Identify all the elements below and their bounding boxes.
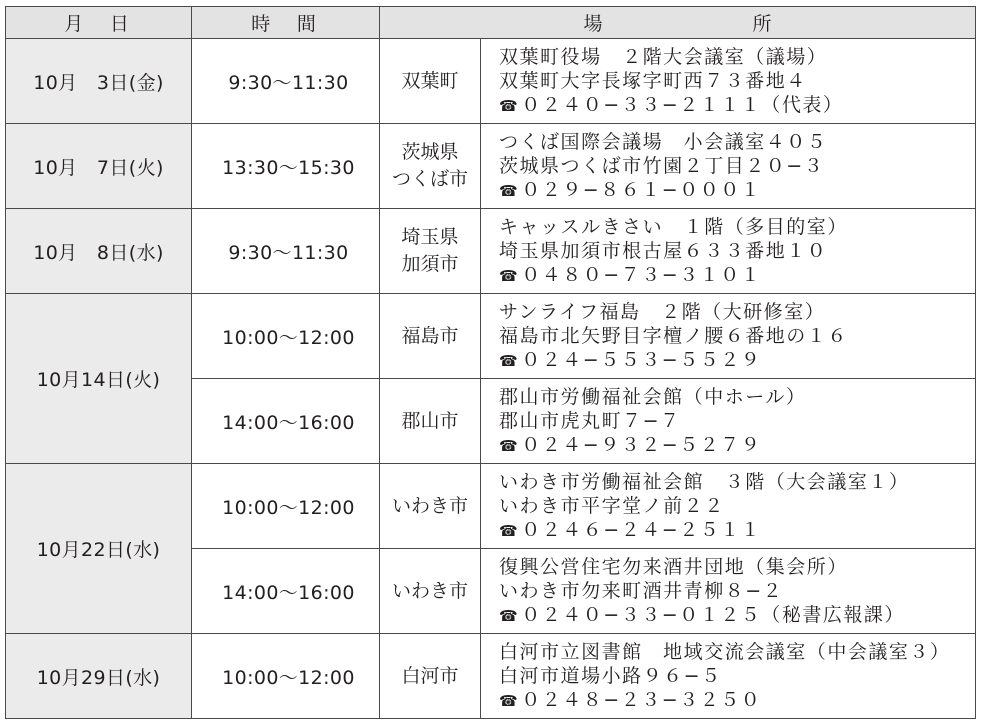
time-cell: 9:30～11:30 — [192, 209, 380, 294]
town-cell — [380, 209, 481, 294]
time-cell: 14:00～16:00 — [192, 549, 380, 634]
time-cell: 10:00～12:00 — [192, 294, 380, 379]
header-time: 時 間 — [192, 7, 380, 39]
venue-name: 白河市立図書館 地域交流会議室（中会議室３） — [499, 640, 951, 663]
town-cell — [380, 549, 481, 634]
town-cell — [380, 294, 481, 379]
town-line: 郡山市 — [401, 409, 459, 432]
town-line: いわき市 — [391, 579, 468, 602]
venue-phone: ☎ ０２４−９３２−５２７９ — [499, 433, 975, 458]
place-cell — [481, 124, 976, 209]
town-line: 福島市 — [401, 324, 459, 347]
venue-name: 郡山市労働福祉会館（中ホール） — [499, 385, 807, 408]
date-cell: 10月14日(火) — [6, 294, 192, 464]
time-cell: 14:00～16:00 — [192, 379, 380, 464]
place-cell — [481, 39, 976, 124]
venue-phone: ☎ ０２４８−２３−３２５０ — [499, 688, 975, 713]
header-date: 月 日 — [6, 7, 192, 39]
venue-address: 双葉町大字長塚字町西７３番地４ — [499, 69, 807, 92]
place-cell — [481, 294, 976, 379]
place-cell — [481, 634, 976, 719]
table-row — [6, 294, 976, 379]
town-line: つくば市 — [391, 168, 468, 190]
place-cell — [481, 464, 976, 549]
venue-address: 郡山市虎丸町７−７ — [499, 409, 681, 432]
venue-phone: ☎ ０２４−５５３−５５２９ — [499, 348, 975, 373]
time-cell: 13:30～15:30 — [192, 124, 380, 209]
venue-name: 復興公営住宅勿来酒井団地（集会所） — [499, 555, 848, 578]
date-cell: 10月 3日(金) — [6, 39, 192, 124]
venue-address: いわき市平字堂ノ前２２ — [499, 494, 725, 517]
schedule-table — [5, 6, 976, 719]
date-cell: 10月 7日(火) — [6, 124, 192, 209]
place-cell — [481, 209, 976, 294]
place-cell — [481, 549, 976, 634]
table-row — [6, 209, 976, 294]
time-cell: 10:00～12:00 — [192, 634, 380, 719]
date-cell: 10月 8日(水) — [6, 209, 192, 294]
town-line: 加須市 — [401, 253, 459, 275]
venue-phone: ☎ ０２４６−２４−２５１１ — [499, 518, 975, 543]
venue-phone: ☎ ０２９−８６１−０００１ — [499, 178, 975, 203]
venue-name: サンライフ福島 ２階（大研修室） — [499, 300, 826, 323]
date-cell: 10月29日(水) — [6, 634, 192, 719]
date-cell: 10月22日(水) — [6, 464, 192, 634]
table-row — [6, 124, 976, 209]
town-line: いわき市 — [391, 494, 468, 517]
venue-phone: ☎ ０２４０−３３−２１１１（代表） — [499, 93, 975, 118]
town-cell — [380, 379, 481, 464]
venue-name: キャッスルきさい １階（多目的室） — [499, 215, 848, 238]
venue-address: 埼玉県加須市根古屋６３３番地１０ — [499, 239, 828, 262]
header-place-left: 場 — [583, 13, 603, 35]
venue-name: つくば国際会議場 小会議室４０５ — [499, 130, 828, 153]
header-row — [6, 7, 976, 39]
place-cell — [481, 379, 976, 464]
table-row — [6, 464, 976, 549]
table-row — [6, 634, 976, 719]
town-cell — [380, 39, 481, 124]
venue-name: いわき市労働福祉会館 ３階（大会議室１） — [499, 470, 910, 493]
time-cell: 9:30～11:30 — [192, 39, 380, 124]
venue-address: 白河市道場小路９６−５ — [499, 664, 722, 687]
town-cell — [380, 124, 481, 209]
venue-phone: ☎ ０４８０−７３−３１０１ — [499, 263, 975, 288]
header-place-right: 所 — [752, 13, 772, 35]
town-line: 双葉町 — [401, 69, 459, 92]
venue-address: いわき市勿来町酒井青柳８−２ — [499, 579, 784, 602]
town-line: 茨城県 — [401, 141, 459, 163]
town-line: 白河市 — [401, 664, 459, 687]
town-cell — [380, 464, 481, 549]
venue-address: 茨城県つくば市竹園２丁目２０−３ — [499, 154, 825, 177]
table-row — [6, 39, 976, 124]
town-cell — [380, 634, 481, 719]
header-place — [380, 7, 976, 39]
time-cell: 10:00～12:00 — [192, 464, 380, 549]
venue-phone: ☎ ０２４０−３３−０１２５（秘書広報課） — [499, 603, 975, 628]
venue-address: 福島市北矢野目字檀ノ腰６番地の１６ — [499, 324, 848, 347]
venue-name: 双葉町役場 ２階大会議室（議場） — [499, 45, 828, 68]
town-line: 埼玉県 — [401, 226, 459, 248]
